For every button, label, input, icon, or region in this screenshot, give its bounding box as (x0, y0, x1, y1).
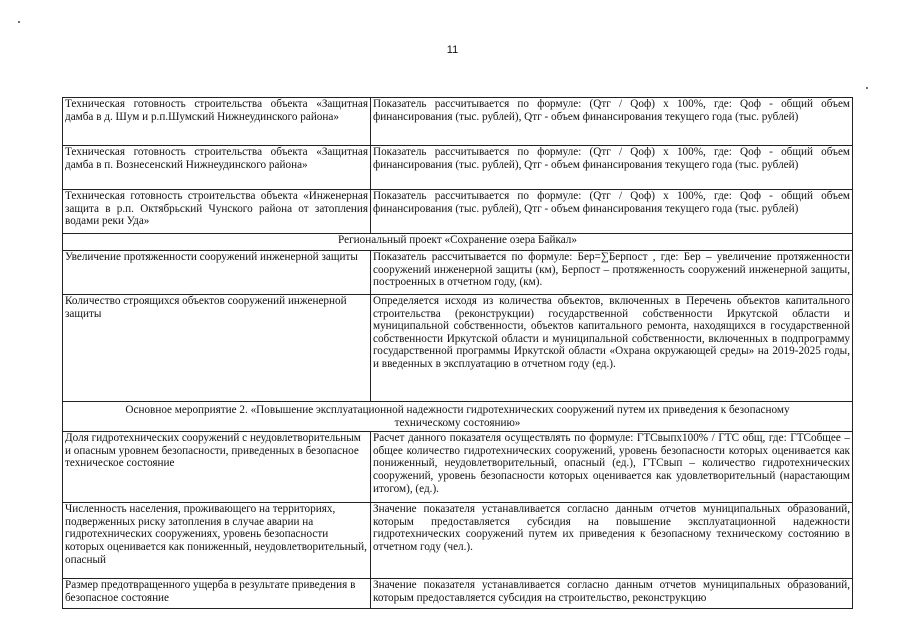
calculation-method-cell: Значение показателя устанавливается согласно данным отчетов муниципальных образований, которым предоставляется субсидия на повышение эксплуатационной надежности гидротехнических сооружений путем их приведения к безопасному техническому состоянию в отчетном году (чел.). (371, 503, 853, 579)
indicator-name-cell: Количество строящихся объектов сооружений инженерной защиты (63, 295, 371, 402)
indicator-methodology-table (62, 97, 853, 609)
table-row (63, 579, 853, 609)
section-row (63, 234, 853, 251)
table-row (63, 98, 853, 146)
table-row (63, 146, 853, 190)
calculation-method-cell: Показатель рассчитывается по формуле: Бер=∑Берпост , где: Бер – увеличение протяженности сооружений инженерной защиты (км), Берпост – протяженность сооружений инженерной защиты, построенных в отчетном году, (км). (371, 251, 853, 295)
table-row (63, 251, 853, 295)
calculation-method-cell: Расчет данного показателя осуществлять по формуле: ГТСвыпх100% / ГТС общ, где: ГТСобщее – общее количество гидротехнических сооружений, уровень безопасности которых оценивается как пониженный, неудовлетворительный, опасный (ед.), ГТСвып – количество гидротехнических сооружений, уровень безопасности которых оценивается как удовлетворительный (нарастающим итогом), (ед.). (371, 432, 853, 503)
scan-speck (866, 87, 868, 89)
calculation-method-cell: Показатель рассчитывается по формуле: (Qтг / Qоф) х 100%, где: Qоф - общий объем финансирования (тыс. рублей), Qтг - объем финансирования текущего года (тыс. рублей) (371, 98, 853, 146)
indicator-name-cell: Размер предотвращенного ущерба в результате приведения в безопасное состояние (63, 579, 371, 609)
indicator-name-cell: Техническая готовность строительства объекта «Защитная дамба в п. Вознесенский Нижнеудинского района» (63, 146, 371, 190)
indicator-name-cell: Техническая готовность строительства объекта «Инженерная защита в р.п. Октябрьский Чунского района от затопления водами реки Уда» (63, 190, 371, 234)
table-row (63, 503, 853, 579)
section-heading: Региональный проект «Сохранение озера Байкал» (63, 234, 853, 251)
indicator-name-cell: Техническая готовность строительства объекта «Защитная дамба в д. Шум и р.п.Шумский Нижнеудинского района» (63, 98, 371, 146)
calculation-method-cell: Определяется исходя из количества объектов, включенных в Перечень объектов капитального строительства (реконструкции) государственной собственности Иркутской области и муниципальной собственности, объектов капитального ремонта, находящихся в государственной собственности Иркутской области и муниципальной собственности, включенных в подпрограмму государственной программы Иркутской области «Охрана окружающей среды» на 2019-2025 годы, и введенных в эксплуатацию в отчетном году (ед.). (371, 295, 853, 402)
table-row (63, 295, 853, 402)
section-row (63, 402, 853, 432)
indicator-name-cell: Численность населения, проживающего на территориях, подверженных риску затопления в случае аварии на гидротехнических сооружениях, уровень безопасности которых оценивается как пониженный, неудовлетворительный, опасный (63, 503, 371, 579)
section-heading: Основное мероприятие 2. «Повышение эксплуатационной надежности гидротехнических сооружений путем их приведения к безопасному техническому состоянию» (63, 402, 853, 432)
page-number: 11 (446, 44, 459, 56)
calculation-method-cell: Показатель рассчитывается по формуле: (Qтг / Qоф) х 100%, где: Qоф - общий объем финансирования (тыс. рублей), Qтг - объем финансирования текущего года (тыс. рублей) (371, 190, 853, 234)
table-row (63, 190, 853, 234)
scan-speck (18, 21, 20, 23)
indicator-name-cell: Увеличение протяженности сооружений инженерной защиты (63, 251, 371, 295)
calculation-method-cell: Значение показателя устанавливается согласно данным отчетов муниципальных образований, которым предоставляется субсидия на строительство, реконструкцию (371, 579, 853, 609)
indicator-name-cell: Доля гидротехнических сооружений с неудовлетворительным и опасным уровнем безопасности, приведенных в безопасное техническое состояние (63, 432, 371, 503)
calculation-method-cell: Показатель рассчитывается по формуле: (Qтг / Qоф) х 100%, где: Qоф - общий объем финансирования (тыс. рублей), Qтг - объем финансирования текущего года (тыс. рублей) (371, 146, 853, 190)
table-row (63, 432, 853, 503)
